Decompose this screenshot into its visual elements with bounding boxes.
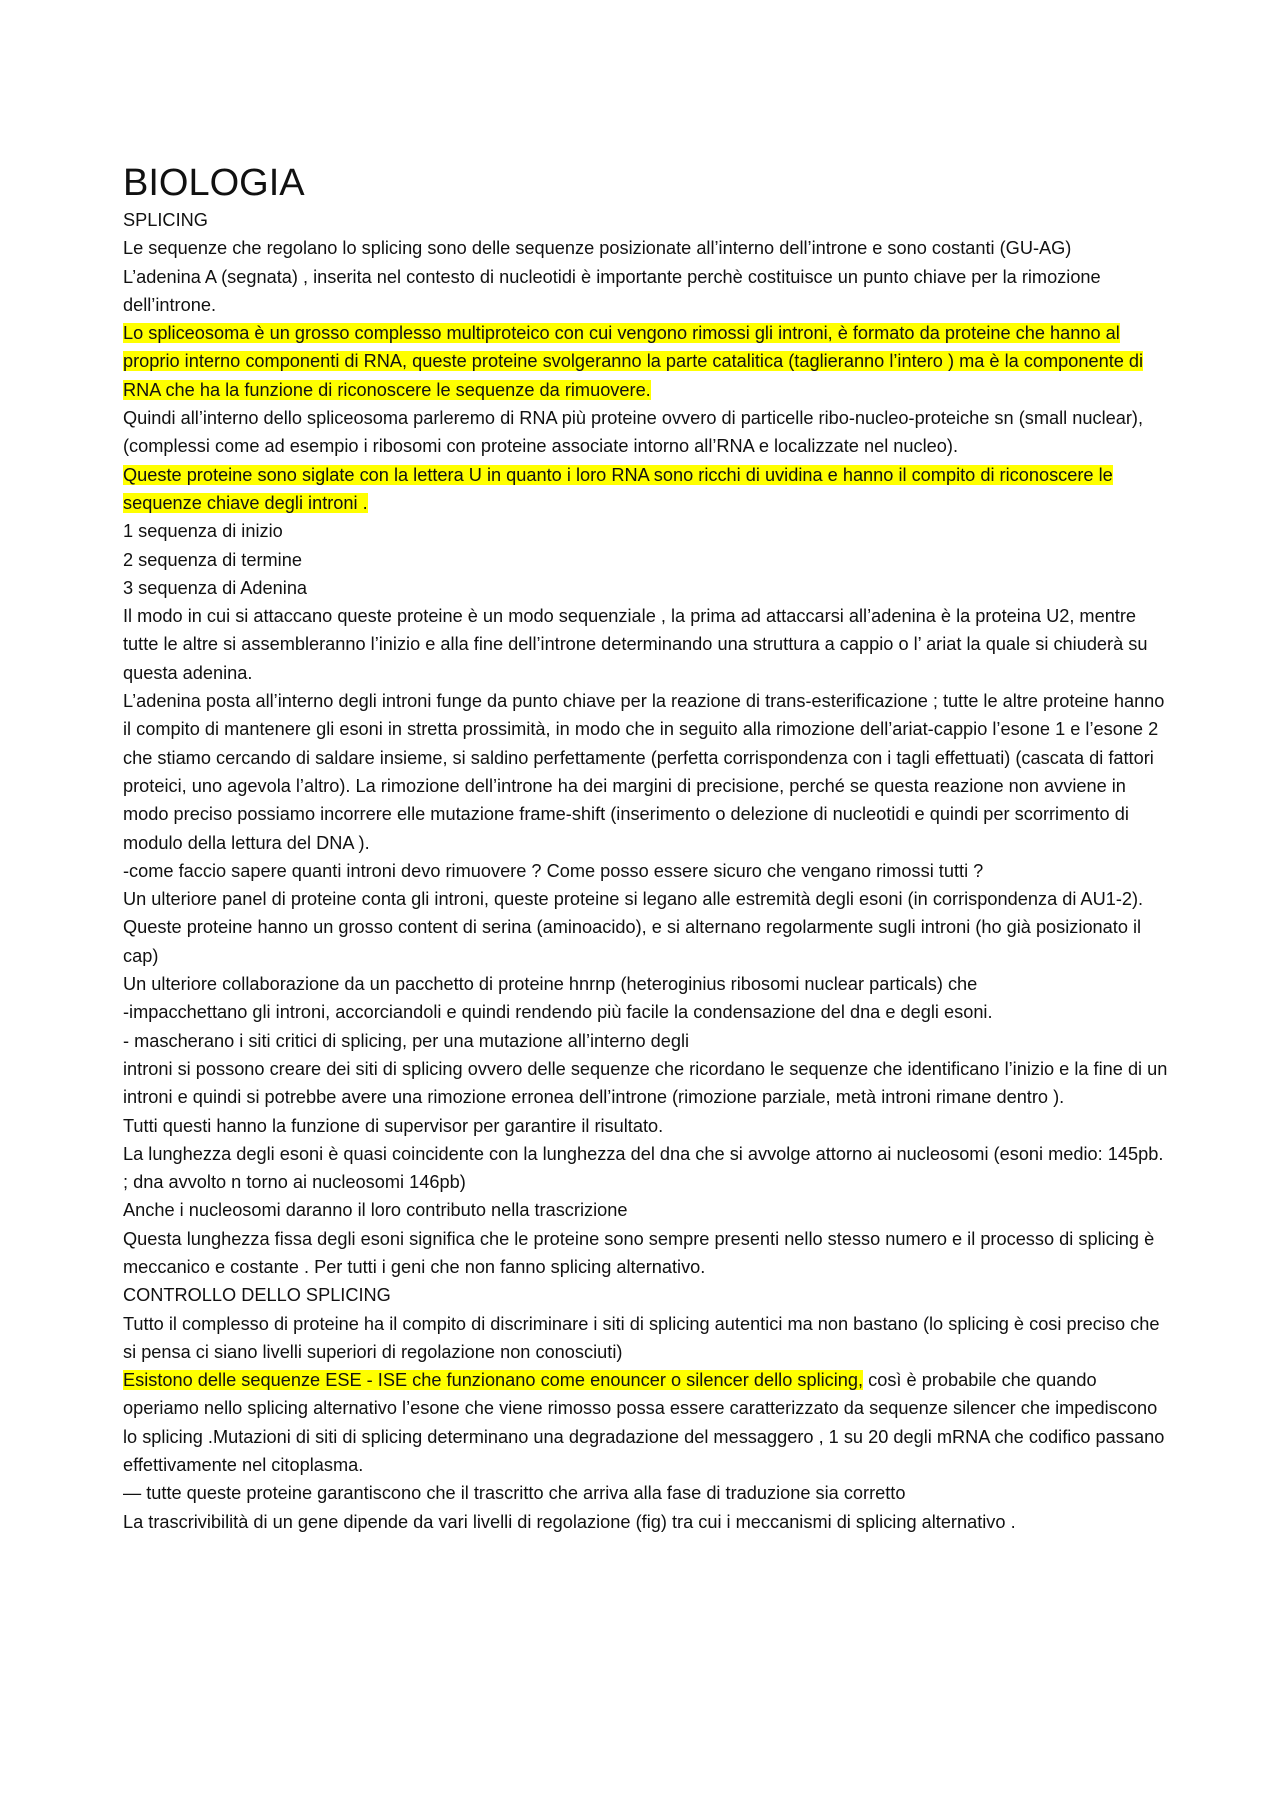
- paragraph-text: così è probabile che quando operiamo nello splicing alternativo l’esone che viene rimosso possa essere caratterizzato da sequenze silencer che impediscono lo splicing .Mutazioni di siti di splicing determinano una degradazione del messaggero , 1 su 20 degli mRNA che codifico passano effettivamente nel citoplasma.: [123, 1370, 1165, 1476]
- paragraph-text: Le sequenze che regolano lo splicing sono delle sequenze posizionate all’interno dell’introne e sono costanti (GU-AG): [123, 238, 1072, 259]
- paragraph: [123, 1112, 1173, 1140]
- paragraph-text: Questa lunghezza fissa degli esoni significa che le proteine sono sempre presenti nello stesso numero e il processo di splicing è meccanico e costante . Per tutti i geni che non fanno splicing alternativo.: [123, 1228, 1155, 1277]
- paragraph-text: -impacchettano gli introni, accorciandoli e quindi rendendo più facile la condensazione del dna e degli esoni.: [123, 1002, 993, 1023]
- highlighted-text: Lo spliceosoma è un grosso complesso multiproteico con cui vengono rimossi gli introni, è formato da proteine che hanno al proprio interno componenti di RNA, queste proteine svolgeranno la parte catalitica (taglieranno l’intero ) ma è la componente di RNA che ha la funzione di riconoscere le sequenze da rimuovere.: [123, 323, 1144, 400]
- paragraph-text: Tutti questi hanno la funzione di supervisor per garantire il risultato.: [123, 1115, 664, 1136]
- paragraph-text: L’adenina A (segnata) , inserita nel contesto di nucleotidi è importante perchè costituisce un punto chiave per la rimozione dell’introne.: [123, 266, 1101, 315]
- paragraph: [123, 1140, 1173, 1197]
- paragraph: [123, 1508, 1173, 1536]
- paragraph-text: Un ulteriore collaborazione da un pacchetto di proteine hnrnp (heteroginius ribosomi nuclear particals) che: [123, 974, 978, 995]
- paragraph: [123, 1055, 1173, 1112]
- highlighted-text: Queste proteine sono siglate con la lettera U in quanto i loro RNA sono ricchi di uvidina e hanno il compito di riconoscere le sequenze chiave degli introni .: [123, 464, 1113, 513]
- paragraph: [123, 885, 1173, 970]
- paragraph: [123, 574, 1173, 602]
- paragraph: [123, 206, 1173, 234]
- paragraph-text: Il modo in cui si attaccano queste proteine è un modo sequenziale , la prima ad attaccarsi all’adenina è la proteina U2, mentre tutte le altre si assembleranno l’inizio e alla fine dell’introne determinando una struttura a cappio o l’ ariat la quale si chiuderà su questa adenina.: [123, 606, 1148, 683]
- paragraph-text: Anche i nucleosomi daranno il loro contributo nella trascrizione: [123, 1200, 628, 1221]
- paragraph: [123, 602, 1173, 687]
- document-paragraphs: [123, 206, 1173, 1536]
- paragraph: [123, 546, 1173, 574]
- highlighted-text: Esistono delle sequenze ESE - ISE che funzionano come enouncer o silencer dello splicing,: [123, 1370, 864, 1391]
- paragraph: [123, 687, 1173, 857]
- paragraph: [123, 1225, 1173, 1282]
- paragraph-text: SPLICING: [123, 210, 208, 230]
- paragraph: [123, 970, 1173, 998]
- paragraph: [123, 1281, 1173, 1309]
- paragraph-text: -come faccio sapere quanti introni devo rimuovere ? Come posso essere sicuro che vengano rimossi tutti ?: [123, 860, 984, 881]
- paragraph-text: La trascrivibilità di un gene dipende da vari livelli di regolazione (fig) tra cui i meccanismi di splicing alternativo .: [123, 1511, 1016, 1532]
- paragraph-text: CONTROLLO DELLO SPLICING: [123, 1285, 391, 1306]
- paragraph: [123, 404, 1173, 461]
- paragraph-text: 3 sequenza di Adenina: [123, 577, 308, 598]
- paragraph: [123, 263, 1173, 320]
- paragraph-text: - mascherano i siti critici di splicing, per una mutazione all’interno degli: [123, 1030, 690, 1051]
- paragraph-text: Tutto il complesso di proteine ha il compito di discriminare i siti di splicing autentici ma non bastano (lo splicing è cosi preciso che si pensa ci siano livelli superiori di regolazione non conosciuti): [123, 1313, 1160, 1362]
- paragraph: [123, 1310, 1173, 1367]
- paragraph: [123, 1196, 1173, 1224]
- paragraph: [123, 1027, 1173, 1055]
- paragraph-text: 1 sequenza di inizio: [123, 521, 283, 542]
- paragraph: [123, 319, 1173, 404]
- paragraph: [123, 234, 1173, 262]
- paragraph-text: — tutte queste proteine garantiscono che il trascritto che arriva alla fase di traduzione sia corretto: [123, 1483, 906, 1504]
- document-title: BIOLOGIA: [123, 162, 305, 204]
- paragraph: [123, 1479, 1173, 1507]
- paragraph: [123, 517, 1173, 545]
- paragraph: [123, 1366, 1173, 1479]
- paragraph-text: 2 sequenza di termine: [123, 549, 302, 570]
- paragraph-text: introni si possono creare dei siti di splicing ovvero delle sequenze che ricordano le sequenze che identificano l’inizio e la fine di un introni e quindi si potrebbe avere una rimozione erronea dell’introne (rimozione parziale, metà introni rimane dentro ).: [123, 1058, 1168, 1108]
- paragraph: [123, 998, 1173, 1026]
- paragraph-text: Un ulteriore panel di proteine conta gli introni, queste proteine si legano alle estremità degli esoni (in corrispondenza di AU1-2). Queste proteine hanno un grosso content di serina (aminoacido), e si alternano regolarmente sugli introni (ho già posizionato il cap): [123, 889, 1144, 966]
- paragraph-text: L’adenina posta all’interno degli introni funge da punto chiave per la reazione di trans-esterificazione ; tutte le altre proteine hanno il compito di mantenere gli esoni in stretta prossimità, in modo che in seguito alla rimozione dell’ariat-cappio l’esone 1 e l’esone 2 che stiamo cercando di saldare insieme, si saldino perfettamente (perfetta corrispondenza con i tagli effettuati) (cascata di fattori proteici, uno agevola l’altro). La rimozione dell’introne ha dei margini di precisione, perché se questa reazione non avviene in modo preciso possiamo incorrere elle mutazione frame-shift (inserimento o delezione di nucleotidi e quindi per scorrimento di modulo della lettura del DNA ).: [123, 691, 1165, 853]
- paragraph: [123, 857, 1173, 885]
- document-body: [123, 160, 1173, 1536]
- paragraph-text: Quindi all’interno dello spliceosoma parleremo di RNA più proteine ovvero di particelle ribo-nucleo-proteiche sn (small nuclear), (complessi come ad esempio i ribosomi con proteine associate intorno all’RNA e localizzate nel nucleo).: [123, 408, 1144, 457]
- paragraph: [123, 461, 1173, 518]
- paragraph-text: La lunghezza degli esoni è quasi coincidente con la lunghezza del dna che si avvolge attorno ai nucleosomi (esoni medio: 145pb. ; dna avvolto n torno ai nucleosomi 146pb): [123, 1143, 1164, 1193]
